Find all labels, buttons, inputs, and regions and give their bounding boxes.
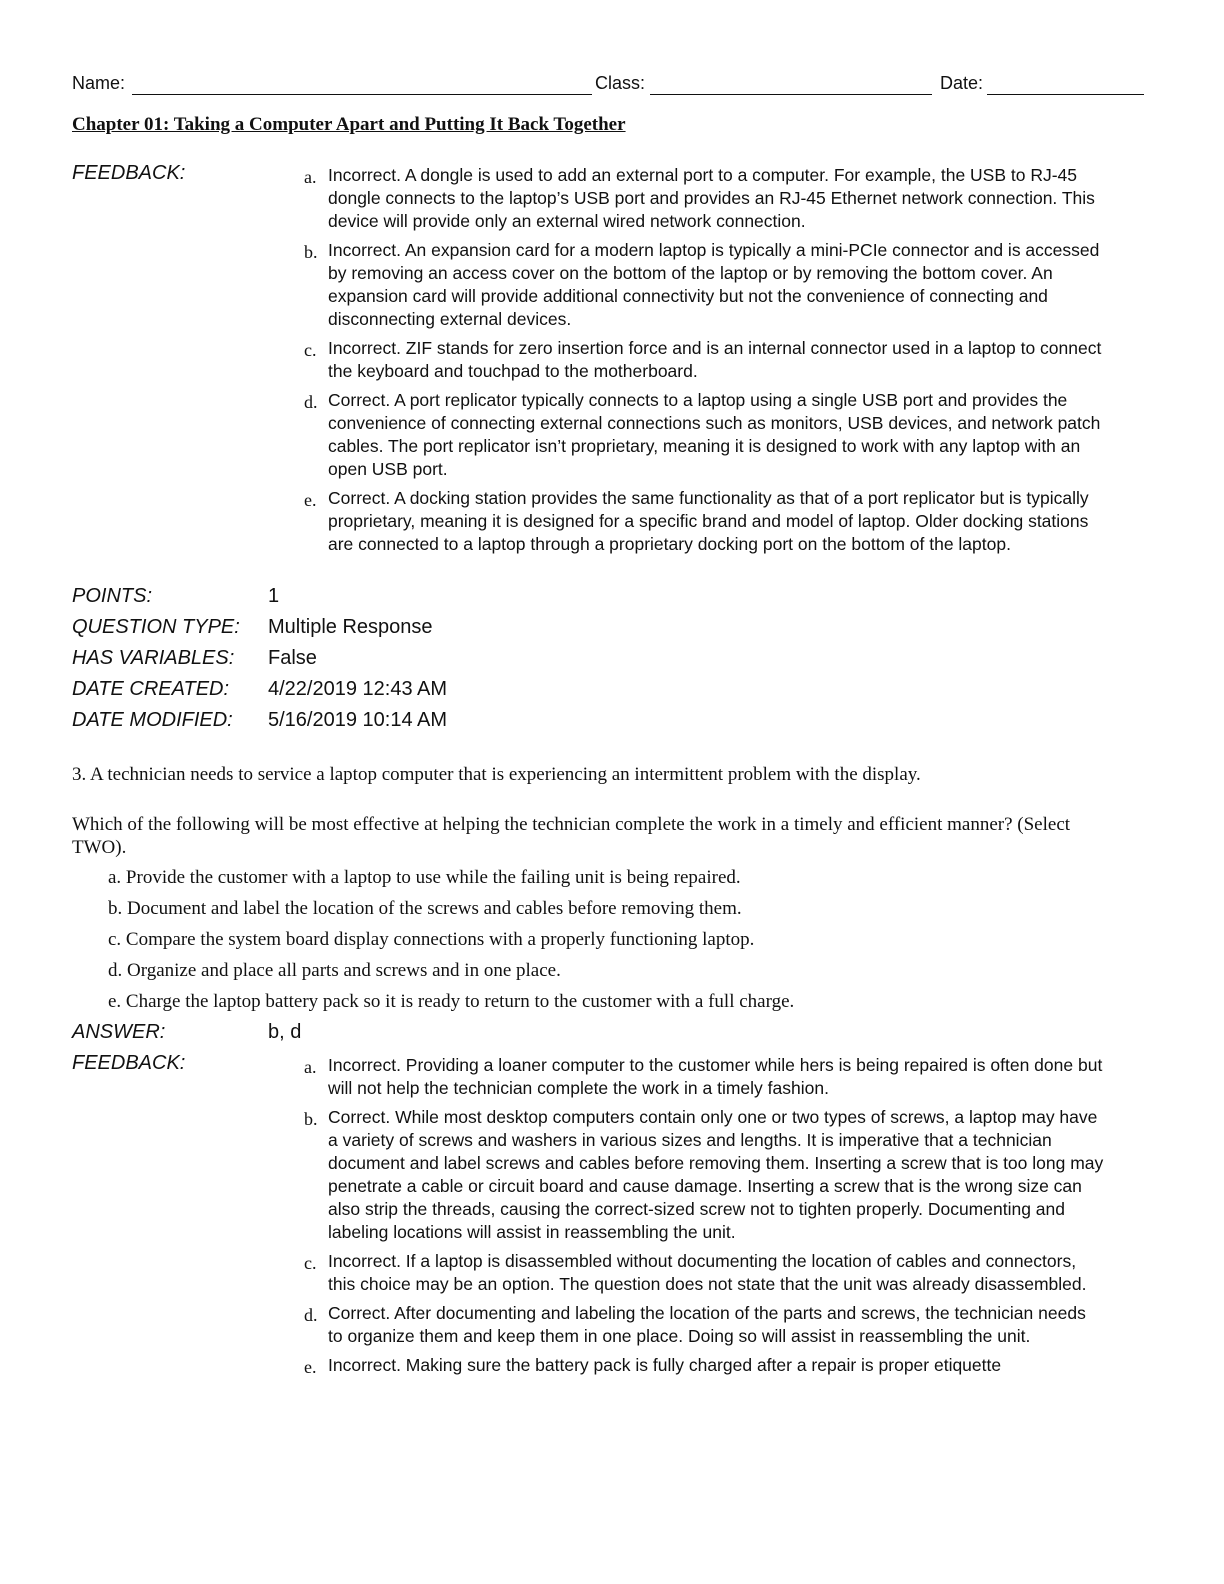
q2-feedback-letter: b. bbox=[304, 242, 318, 262]
q3-feedback-text: Incorrect. Making sure the battery pack is fully charged after a repair is proper etiquette bbox=[328, 1355, 1002, 1375]
q3-feedback-text: Correct. While most desktop computers contain only one or two types of screws, a laptop may have a variety of screws and washers in various sizes and lengths. It is imperative that a technician document and label screws and cables before removing them. Inserting a screw that is too long may penetrate a cable or circuit board and cause damage. Inserting a screw that is the wrong size can also strip the threads, causing the correct-sized screw not to tighten properly. Documenting and labeling locations will assist in reassembling the unit. bbox=[328, 1107, 1104, 1242]
q3-choice-c: c. Compare the system board display connections with a properly functioning laptop. bbox=[108, 929, 755, 950]
q3-feedback-item bbox=[304, 1250, 1104, 1296]
q2-feedback-text: Incorrect. A dongle is used to add an external port to a computer. For example, the USB to RJ-45 dongle connects to the laptop’s USB port and provides an RJ-45 Ethernet network connection. This device will provide only an external wired network connection. bbox=[328, 165, 1095, 231]
date-modified-label: DATE MODIFIED: bbox=[72, 709, 233, 731]
q3-choices bbox=[108, 867, 1108, 1022]
points-value: 1 bbox=[268, 585, 280, 607]
date-created-value: 4/22/2019 12:43 AM bbox=[268, 678, 448, 700]
q3-feedback-item bbox=[304, 1106, 1104, 1244]
q2-feedback-text: Incorrect. An expansion card for a modern laptop is typically a mini-PCIe connector and is accessed by removing an access cover on the bottom of the laptop or by removing the bottom cover. An expansion card will provide additional connectivity but not the convenience of connecting and disconnecting external devices. bbox=[328, 240, 1100, 329]
q2-feedback-item bbox=[304, 337, 1104, 383]
q2-feedback-text: Incorrect. ZIF stands for zero insertion force and is an internal connector used in a laptop to connect the keyboard and touchpad to the motherboard. bbox=[328, 338, 1102, 381]
name-label: Name: bbox=[72, 73, 126, 93]
has-variables-value: False bbox=[268, 647, 317, 669]
q3-feedback-text: Incorrect. Providing a loaner computer to the customer while hers is being repaired is often done but will not help the technician complete the work in a timely fashion. bbox=[328, 1055, 1103, 1098]
q2-feedback-list bbox=[304, 164, 1104, 562]
q3-stem: 3. A technician needs to service a laptop computer that is experiencing an intermittent problem with the display. bbox=[72, 764, 921, 785]
q3-feedback-list bbox=[304, 1054, 1104, 1383]
name-blank bbox=[132, 94, 592, 95]
q3-feedback-letter: e. bbox=[304, 1357, 317, 1377]
q2-feedback-letter: e. bbox=[304, 490, 317, 510]
q3-choice-a: a. Provide the customer with a laptop to use while the failing unit is being repaired. bbox=[108, 867, 741, 888]
q3-feedback-item bbox=[304, 1054, 1104, 1100]
q2-feedback-item bbox=[304, 164, 1104, 233]
has-variables-label: HAS VARIABLES: bbox=[72, 647, 235, 669]
q3-feedback-text: Incorrect. If a laptop is disassembled without documenting the location of cables and connectors, this choice may be an option. The question does not state that the unit was already disassembled. bbox=[328, 1251, 1087, 1294]
q3-prompt: Which of the following will be most effective at helping the technician complete the work in a timely and efficient manner? (Select TWO). bbox=[72, 814, 1071, 858]
q3-choice-b: b. Document and label the location of the screws and cables before removing them. bbox=[108, 898, 742, 919]
q3-feedback-letter: c. bbox=[304, 1253, 317, 1273]
date-modified-value: 5/16/2019 10:14 AM bbox=[268, 709, 448, 731]
q2-feedback-item bbox=[304, 389, 1104, 481]
q3-feedback-text: Correct. After documenting and labeling the location of the parts and screws, the technician needs to organize them and keep them in one place. Doing so will assist in reassembling the unit. bbox=[328, 1303, 1086, 1346]
answer-value: b, d bbox=[268, 1021, 302, 1043]
q3-choice-d: d. Organize and place all parts and screws and in one place. bbox=[108, 960, 561, 981]
points-label: POINTS: bbox=[72, 585, 153, 607]
q3-choice-e: e. Charge the laptop battery pack so it is ready to return to the customer with a full charge. bbox=[108, 991, 795, 1012]
q2-feedback-text: Correct. A port replicator typically connects to a laptop using a single USB port and provides the convenience of connecting external connections such as monitors, USB devices, and network patch cables. The port replicator isn’t proprietary, meaning it is designed to work with any laptop with an open USB port. bbox=[328, 390, 1101, 479]
q2-feedback-item bbox=[304, 487, 1104, 556]
date-label: Date: bbox=[940, 73, 984, 93]
question-type-label: QUESTION TYPE: bbox=[72, 616, 240, 638]
date-created-label: DATE CREATED: bbox=[72, 678, 230, 700]
date-blank bbox=[987, 94, 1144, 95]
q3-feedback-item bbox=[304, 1354, 1104, 1377]
q2-feedback-letter: a. bbox=[304, 167, 317, 187]
chapter-title: Chapter 01: Taking a Computer Apart and Putting It Back Together bbox=[72, 114, 626, 135]
q3-feedback-item bbox=[304, 1302, 1104, 1348]
q3-feedback-label: FEEDBACK: bbox=[72, 1052, 186, 1074]
worksheet-header bbox=[72, 73, 1144, 99]
q2-feedback-label: FEEDBACK: bbox=[72, 162, 186, 184]
class-blank bbox=[650, 94, 932, 95]
q2-feedback-item bbox=[304, 239, 1104, 331]
q3-feedback-letter: a. bbox=[304, 1057, 317, 1077]
class-label: Class: bbox=[595, 73, 646, 93]
q2-feedback-letter: d. bbox=[304, 392, 318, 412]
q2-feedback-text: Correct. A docking station provides the same functionality as that of a port replicator but is typically proprietary, meaning it is designed for a specific brand and model of laptop. Older docking stations are connected to a laptop through a proprietary docking port on the bottom of the laptop. bbox=[328, 488, 1089, 554]
answer-label: ANSWER: bbox=[72, 1021, 166, 1043]
q3-feedback-letter: b. bbox=[304, 1109, 318, 1129]
q3-feedback-letter: d. bbox=[304, 1305, 318, 1325]
question-type-value: Multiple Response bbox=[268, 616, 433, 638]
q2-feedback-letter: c. bbox=[304, 340, 317, 360]
